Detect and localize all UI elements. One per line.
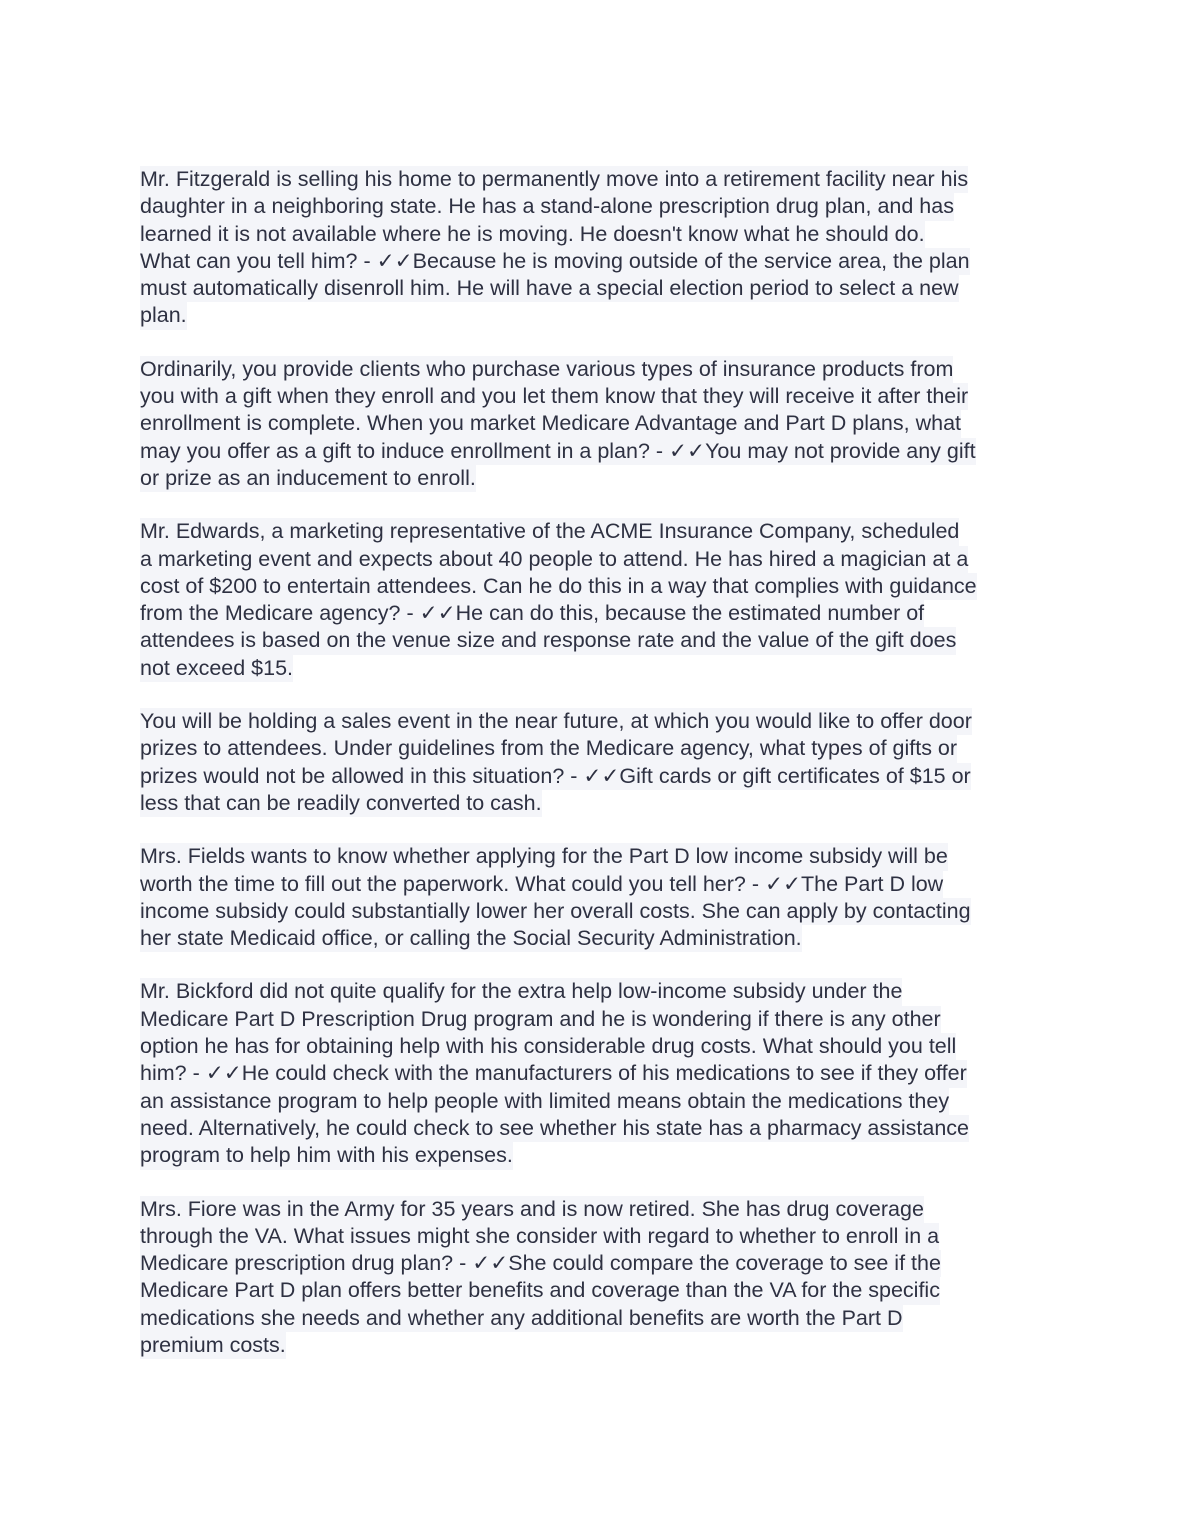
text-line: Medicare Part D Prescription Drug program and he is wondering if there is any other	[140, 1006, 941, 1033]
qa-paragraph-drug-cost-assistance	[140, 978, 1055, 1169]
text-line: Medicare Part D plan offers better benefits and coverage than the VA for the specific	[140, 1277, 940, 1304]
text-line: must automatically disenroll him. He will have a special election period to select a new	[140, 275, 959, 302]
text-line: Ordinarily, you provide clients who purchase various types of insurance products from	[140, 356, 953, 383]
text-line: learned it is not available where he is moving. He doesn't know what he should do.	[140, 221, 925, 248]
text-line: attendees is based on the venue size and response rate and the value of the gift does	[140, 627, 956, 654]
text-line: prizes would not be allowed in this situation? - ✓✓Gift cards or gift certificates of $15 or	[140, 763, 971, 790]
text-line: prizes to attendees. Under guidelines from the Medicare agency, what types of gifts or	[140, 735, 957, 762]
text-line: from the Medicare agency? - ✓✓He can do this, because the estimated number of	[140, 600, 924, 627]
qa-paragraph-low-income-subsidy	[140, 843, 1055, 952]
text-line: through the VA. What issues might she consider with regard to whether to enroll in a	[140, 1223, 939, 1250]
text-line: her state Medicaid office, or calling the Social Security Administration.	[140, 925, 802, 952]
text-line: not exceed $15.	[140, 655, 293, 682]
text-line: program to help him with his expenses.	[140, 1142, 513, 1169]
text-line: premium costs.	[140, 1332, 286, 1359]
text-line: You will be holding a sales event in the near future, at which you would like to offer door	[140, 708, 972, 735]
text-line: Mrs. Fields wants to know whether applying for the Part D low income subsidy will be	[140, 843, 948, 870]
text-line: may you offer as a gift to induce enrollment in a plan? - ✓✓You may not provide any gift	[140, 438, 976, 465]
text-line: Mr. Bickford did not quite qualify for the extra help low-income subsidy under the	[140, 978, 902, 1005]
qa-paragraph-door-prizes	[140, 708, 1055, 817]
text-line: Mr. Fitzgerald is selling his home to permanently move into a retirement facility near his	[140, 166, 968, 193]
text-line: a marketing event and expects about 40 people to attend. He has hired a magician at a	[140, 546, 968, 573]
qa-paragraph-gift-inducement	[140, 356, 1055, 492]
text-line: plan.	[140, 302, 187, 329]
text-line: him? - ✓✓He could check with the manufacturers of his medications to see if they offer	[140, 1060, 967, 1087]
qa-paragraph-marketing-event-magician	[140, 518, 1055, 682]
text-line: need. Alternatively, he could check to see whether his state has a pharmacy assistance	[140, 1115, 969, 1142]
text-line: cost of $200 to entertain attendees. Can he do this in a way that complies with guidance	[140, 573, 977, 600]
text-line: daughter in a neighboring state. He has a stand-alone prescription drug plan, and has	[140, 193, 954, 220]
text-line: you with a gift when they enroll and you let them know that they will receive it after their	[140, 383, 968, 410]
text-line: What can you tell him? - ✓✓Because he is moving outside of the service area, the plan	[140, 248, 970, 275]
text-line: option he has for obtaining help with his considerable drug costs. What should you tell	[140, 1033, 956, 1060]
text-line: enrollment is complete. When you market Medicare Advantage and Part D plans, what	[140, 410, 961, 437]
document-page	[140, 166, 1055, 1385]
text-line: Mrs. Fiore was in the Army for 35 years and is now retired. She has drug coverage	[140, 1196, 924, 1223]
text-line: or prize as an inducement to enroll.	[140, 465, 476, 492]
qa-paragraph-moving-out-of-service-area	[140, 166, 1055, 330]
text-line: less that can be readily converted to cash.	[140, 790, 542, 817]
text-line: medications she needs and whether any additional benefits are worth the Part D	[140, 1305, 903, 1332]
text-line: income subsidy could substantially lower her overall costs. She can apply by contacting	[140, 898, 971, 925]
qa-paragraph-va-coverage	[140, 1196, 1055, 1360]
text-line: an assistance program to help people with limited means obtain the medications they	[140, 1088, 949, 1115]
text-line: Mr. Edwards, a marketing representative of the ACME Insurance Company, scheduled	[140, 518, 959, 545]
text-line: worth the time to fill out the paperwork. What could you tell her? - ✓✓The Part D low	[140, 871, 943, 898]
text-line: Medicare prescription drug plan? - ✓✓She could compare the coverage to see if the	[140, 1250, 941, 1277]
